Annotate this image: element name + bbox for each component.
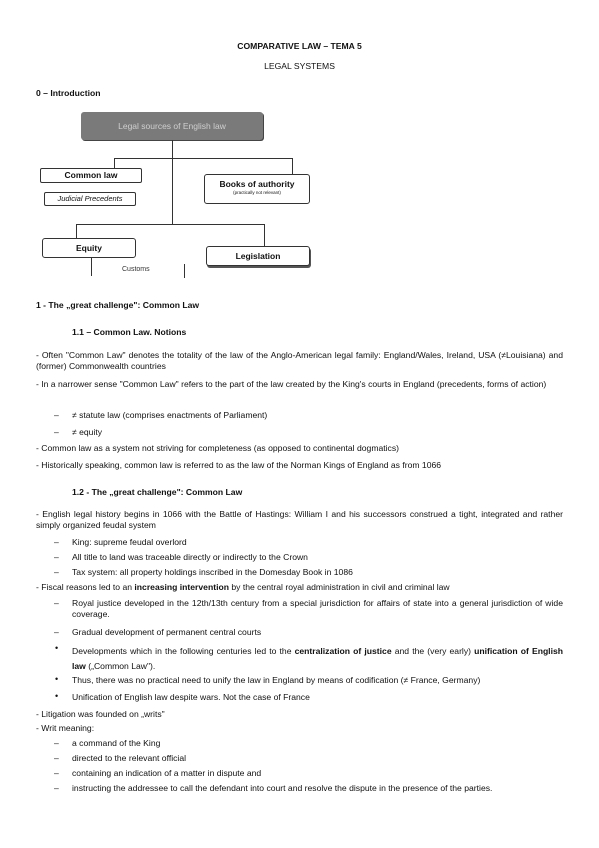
intro-heading: 0 – Introduction — [36, 88, 101, 98]
bullet-marker: • — [55, 674, 59, 684]
dash-marker: – — [54, 537, 59, 547]
section12-paragraph-2 — [36, 582, 563, 593]
diagram-customs-label: Customs — [122, 266, 150, 273]
section1-dash-1: ≠ statute law (comprises enactments of Parliament) — [72, 410, 268, 420]
diagram-legislation-box — [206, 246, 310, 266]
section12-p2-bold: increasing intervention — [134, 582, 229, 592]
section1-dash-2: ≠ equity — [72, 427, 103, 437]
diagram-equity-box — [42, 238, 136, 258]
section12-dash-1: King: supreme feudal overlord — [72, 537, 187, 547]
dash-marker: – — [54, 627, 59, 637]
section12-b1-bold-2: unification of English law — [72, 646, 563, 671]
bullet-marker: • — [55, 643, 59, 653]
document-title: COMPARATIVE LAW – TEMA 5 — [237, 41, 362, 51]
dash-marker: – — [54, 552, 59, 562]
writ-item-4: instructing the addressee to call the defendant into court and resolve the dispute in the presence of the parties. — [72, 783, 493, 793]
diagram-equity-label: Equity — [76, 243, 102, 253]
dash-marker: – — [54, 567, 59, 577]
diagram-top-box-label: Legal sources of English law — [118, 121, 226, 131]
section12-b1-text-c: and the (very early) — [391, 646, 475, 656]
section12-dash-2: All title to land was traceable directly or indirectly to the Crown — [72, 552, 308, 562]
section12-paragraph-1: - English legal history begins in 1066 with the Battle of Hastings: William I and his successors construed a tight, integrated and rather simply organized feudal system — [36, 509, 563, 530]
dash-marker: – — [54, 410, 59, 420]
section12-bullet-3: Unification of English law despite wars. Not the case of France — [72, 692, 310, 702]
writ-item-2: directed to the relevant official — [72, 753, 187, 763]
section11-heading: 1.1 – Common Law. Notions — [72, 327, 187, 337]
diagram-books-note: (practically not relevant) — [233, 190, 281, 195]
dash-marker: – — [54, 427, 59, 437]
diagram-judicial-precedents-box — [44, 192, 136, 206]
legal-sources-diagram — [36, 108, 316, 286]
section12-paragraph-3: - Litigation was founded on „writs" — [36, 709, 165, 719]
section12-bullet-1 — [72, 644, 563, 674]
section12-heading: 1.2 - The „great challenge": Common Law — [72, 487, 243, 497]
section12-p2-text-c: by the central royal administration in civil and criminal law — [228, 582, 450, 592]
diagram-books-of-authority-label: Books of authority — [219, 179, 295, 189]
section12-dash-4: Royal justice developed in the 12th/13th century from a special jurisdiction for affairs of state into a general jurisdiction of wide coverage. — [72, 598, 563, 619]
diagram-top-box — [81, 112, 263, 140]
section1-heading: 1 - The „great challenge": Common Law — [36, 300, 200, 310]
diagram-common-law-label: Common law — [64, 170, 118, 180]
section1-paragraph-3: - Common law as a system not striving for completeness (as opposed to continental dogmatics) — [36, 443, 400, 453]
writ-item-1: a command of the King — [72, 738, 161, 748]
section12-dash-3: Tax system: all property holdings inscribed in the Domesday Book in 1086 — [72, 567, 353, 577]
section12-p2-text-a: - Fiscal reasons led to an — [36, 582, 135, 592]
section1-paragraph-2: - In a narrower sense "Common Law" refers to the part of the law created by the King's courts in England (precedents, forms of action) — [36, 379, 547, 389]
dash-marker: – — [54, 768, 59, 778]
section12-dash-5: Gradual development of permanent central courts — [72, 627, 262, 637]
section12-bullet-2: Thus, there was no practical need to unify the law in England by means of codification (≠ France, Germany) — [72, 675, 481, 685]
section12-b1-text-e: („Common Law"). — [85, 661, 156, 671]
diagram-legislation-label: Legislation — [235, 251, 281, 261]
dash-marker: – — [54, 738, 59, 748]
section12-paragraph-4: - Writ meaning: — [36, 723, 95, 733]
section12-b1-bold-1: centralization of justice — [294, 646, 392, 656]
diagram-books-of-authority-box — [204, 174, 310, 204]
diagram-judicial-precedents-label: Judicial Precedents — [57, 194, 123, 203]
writ-item-3: containing an indication of a matter in dispute and — [72, 768, 262, 778]
dash-marker: – — [54, 753, 59, 763]
document-subtitle: LEGAL SYSTEMS — [264, 61, 335, 71]
dash-marker: – — [54, 783, 59, 793]
bullet-marker: • — [55, 691, 59, 701]
dash-marker: – — [54, 598, 59, 608]
diagram-common-law-box — [40, 168, 142, 183]
section1-paragraph-1: - Often "Common Law" denotes the totality of the law of the Anglo-American legal family: England/Wales, Ireland, USA (≠Louisiana) and (former) Commonwealth countries — [36, 350, 563, 371]
section12-b1-text-a: Developments which in the following centuries led to the — [72, 646, 295, 656]
section1-paragraph-4: - Historically speaking, common law is referred to as the law of the Norman Kings of England as from 1066 — [36, 460, 442, 470]
